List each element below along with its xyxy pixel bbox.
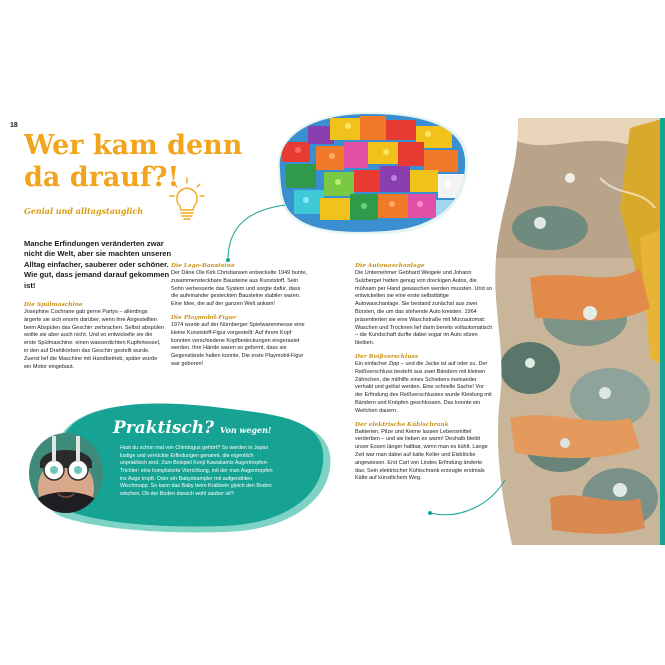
section-heading: Die Lego-Bausteine xyxy=(171,263,235,269)
section-text: Bakterien, Pilze und Keime lassen Lebensmittel verderben – und sie lieben es warm! Deshalb bleibt unser Essen länger haltbar, wenn man es kühlt. Lange Zeit war man dabei auf kalte Keller und Eisblöcke angewiesen. Erst Carl von Lindes Erfindung änderte das: Sein elektrischer Kühlschrank erzeugte erstmals Kälte auf künstlichem Weg. xyxy=(355,428,488,482)
intro-text: Manche Erfindungen veränderten zwar nicht die Welt, aber sie machten unseren Alltag einfacher, sauberer oder schöner. Wie gut, dass jemand darauf gekommen ist! xyxy=(24,239,172,290)
section-autowaschanlage xyxy=(355,263,493,348)
section-text: 1974 wurde auf der Nürnberger Spielwarenmesse eine kleine Kunststoff-Figur vorgestellt: Auf ihrem Kopf konnten verschiedene Kopfbedeckungen eingerastet werden. Ihre Hände waren so geformt, dass sie Gegenstände halten konnte. Die erste Playmobil-Figur war geboren! xyxy=(171,321,305,367)
page-title: Wer kam denn da drauf?! xyxy=(24,130,243,193)
section-text: Der Däne Ole Kirk Christiansen entwickelte 1949 bunte, zusammensteckbare Bausteine aus Kunststoff. Sein Sohn verbesserte das System und sorgte dafür, dass die aufeinander gesteckten Bausteine stabiler waren. Eine Idee, die auf der ganzen Welt ankam! xyxy=(171,270,308,308)
info-box-title-suffix: Von wegen! xyxy=(220,425,272,435)
section-heading: Die Playmobil-Figur xyxy=(171,314,237,321)
section-heading: Die Autowaschanlage xyxy=(355,263,425,269)
section-heading: Der elektrische Kühlschrank xyxy=(355,421,449,428)
section-playmobil xyxy=(171,315,309,369)
lightbulb-icon xyxy=(169,176,205,224)
column-middle xyxy=(171,263,309,369)
section-heading: Die Spülmaschine xyxy=(24,302,83,308)
info-box-title xyxy=(113,418,271,438)
section-text: Ein einfacher Zipp – und die Jacke ist auf oder zu. Der Reißverschluss besteht aus zwei Bändern mit kleinen Zähnchen, die mithilfe eines Schiebers ineinander verhakt und gelöst werden. Eine schnelle Sache! Vor der Erfindung des Reißverschlusses wurde Kleidung mit Bändern und Knöpfen geschlossen. Das konnte ein Weilchen dauern. xyxy=(355,360,492,414)
lego-bricks-image xyxy=(268,112,468,234)
page-number-left: 18 xyxy=(10,122,18,129)
section-text: Josephine Cochrane gab gerne Partys – allerdings ärgerte sie sich enorm darüber, wenn ihre Angestellten beim Abspülen das Geschirr zerbrachen. Selbst abspülen wollte sie aber auch nicht. Und so entwickelte sie die erste Spülmaschine: einen wasserdichten Kupferkessel, in den auf Drahtkörben das Geschirr gestellt wurde. Zuerst lief die Maschine mit Handbetrieb, später wurde ein Motor eingebaut. xyxy=(24,309,165,370)
section-lego xyxy=(171,263,309,309)
info-box-title-main: Praktisch? xyxy=(113,418,215,438)
section-spuelmaschine xyxy=(24,302,166,371)
section-kuehlschrank xyxy=(355,422,493,484)
moldy-pasta-photo xyxy=(490,118,665,545)
chindogu-portrait-photo xyxy=(28,432,104,514)
page-subtitle: Genial und alltagstauglich xyxy=(24,206,144,216)
section-heading: Der Reißverschluss xyxy=(355,353,418,360)
section-text: Die Unternehmer Gebhard Weigele und Johann Sulzberger hatten genug von dreckigen Autos, die mühsam per Hand gewaschen werden mussten. Und so entwickelten sie eine erste selbsttätige Autowaschanlage. Sie bestand zunächst aus zwei Bürsten, die um das stehende Auto kreisten. 1964 präsentierten sie eine Waschstraße mit Mürzautomat: Waschen und Trocknen lief darin bereits vollautomatisch – die Kundschaft durfte dabei sogar im Auto sitzen bleiben. xyxy=(355,270,493,347)
column-right xyxy=(355,263,493,483)
section-reissverschluss xyxy=(355,354,493,416)
info-box-text: Hast du schon mal von Chindogus gehört? So werden in Japan lustige und verrückte Erfindungen genannt, die eigentlich unpraktisch sind. Zum Beispiel Kenji Kawakamis Augentropfen-Trichter: eine komplizierte Vorrichtung, mit der man Augentropfen ins Auge tropft. Oder ein Babystrampler mit aufgenähten Wischmopp. So kann das Baby beim Krabbeln gleich den Boden wischen. Ob der Boden danach wohl sauber ist? xyxy=(120,445,273,498)
